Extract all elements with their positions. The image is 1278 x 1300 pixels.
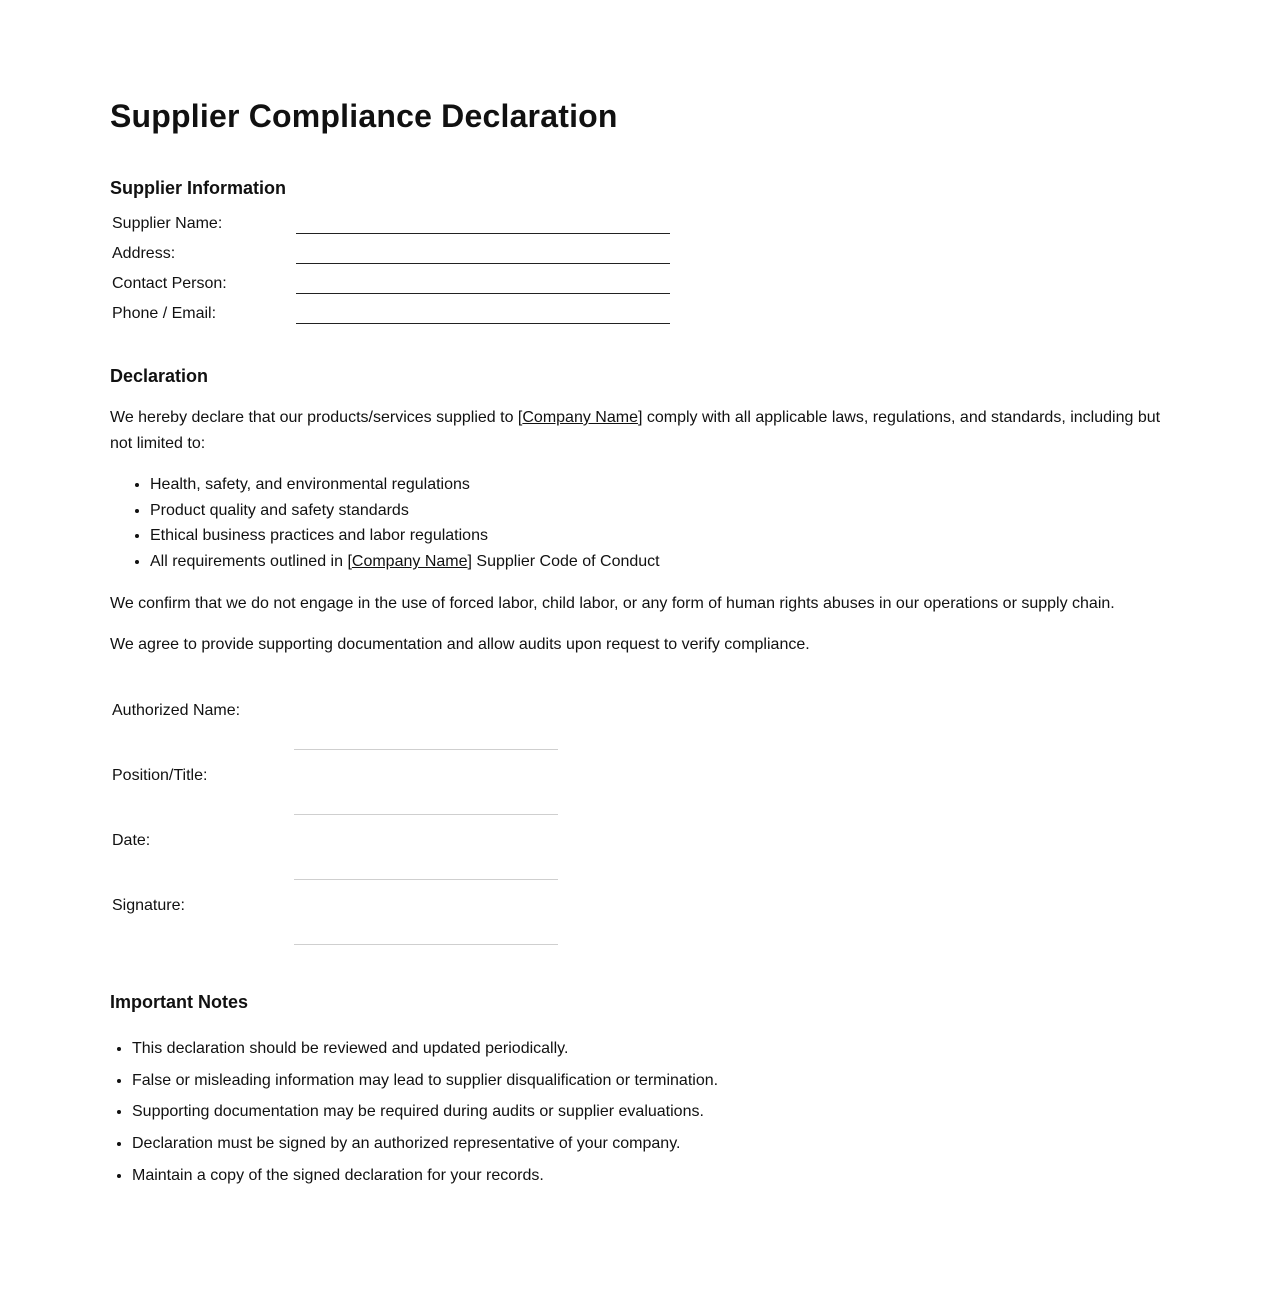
notes-list: [110, 1033, 718, 1192]
declaration-list: [110, 472, 660, 575]
date-label: Date:: [112, 832, 151, 849]
list-item: • Maintain a copy of the signed declaration for your records.: [132, 1160, 718, 1192]
declaration-heading: Declaration: [110, 366, 209, 386]
declaration-intro: [110, 405, 1170, 457]
date-field[interactable]: [294, 879, 558, 880]
phone-email-label: Phone / Email:: [112, 305, 217, 322]
phone-email-field[interactable]: [296, 323, 670, 324]
intro-text-before: We hereby declare that our products/services supplied to [: [110, 409, 523, 426]
contact-person-field[interactable]: [296, 293, 670, 294]
list-item: • Health, safety, and environmental regulations: [150, 472, 660, 498]
supplier-name-field[interactable]: [296, 233, 670, 234]
signature-label: Signature:: [112, 897, 185, 914]
item-text-after: ] Supplier Code of Conduct: [467, 553, 660, 571]
supplier-name-label: Supplier Name:: [112, 215, 223, 232]
contact-person-label: Contact Person:: [112, 275, 227, 292]
page-title: Supplier Compliance Declaration: [110, 98, 618, 134]
supplier-info-heading: Supplier Information: [110, 178, 287, 198]
authorized-name-label: Authorized Name:: [112, 702, 241, 719]
item-text-before: All requirements outlined in [: [150, 553, 352, 571]
list-item: • This declaration should be reviewed and updated periodically.: [132, 1033, 718, 1065]
list-item: • Product quality and safety standards: [150, 498, 660, 524]
address-field[interactable]: [296, 263, 670, 264]
confirm-paragraph: We confirm that we do not engage in the use of forced labor, child labor, or any form of human rights abuses in our operations or supply chain.: [110, 595, 1115, 612]
important-notes-heading: Important Notes: [110, 992, 249, 1012]
list-item: • Ethical business practices and labor regulations: [150, 523, 660, 549]
signature-field[interactable]: [294, 944, 558, 945]
address-label: Address:: [112, 245, 176, 262]
company-name-placeholder: Company Name: [351, 553, 468, 571]
list-item: • False or misleading information may lead to supplier disqualification or termination.: [132, 1065, 718, 1097]
company-name-placeholder: Company Name: [522, 409, 638, 426]
authorized-name-field[interactable]: [294, 749, 558, 750]
position-title-field[interactable]: [294, 814, 558, 815]
intro-text-after: ] comply with all applicable laws, regulations, and standards, including but not limited to:: [110, 409, 1161, 452]
list-item: • Supporting documentation may be required during audits or supplier evaluations.: [132, 1096, 718, 1128]
list-item: • Declaration must be signed by an authorized representative of your company.: [132, 1128, 718, 1160]
list-item: [150, 549, 660, 575]
agree-paragraph: We agree to provide supporting documentation and allow audits upon request to verify compliance.: [110, 636, 810, 653]
position-title-label: Position/Title:: [112, 767, 208, 784]
